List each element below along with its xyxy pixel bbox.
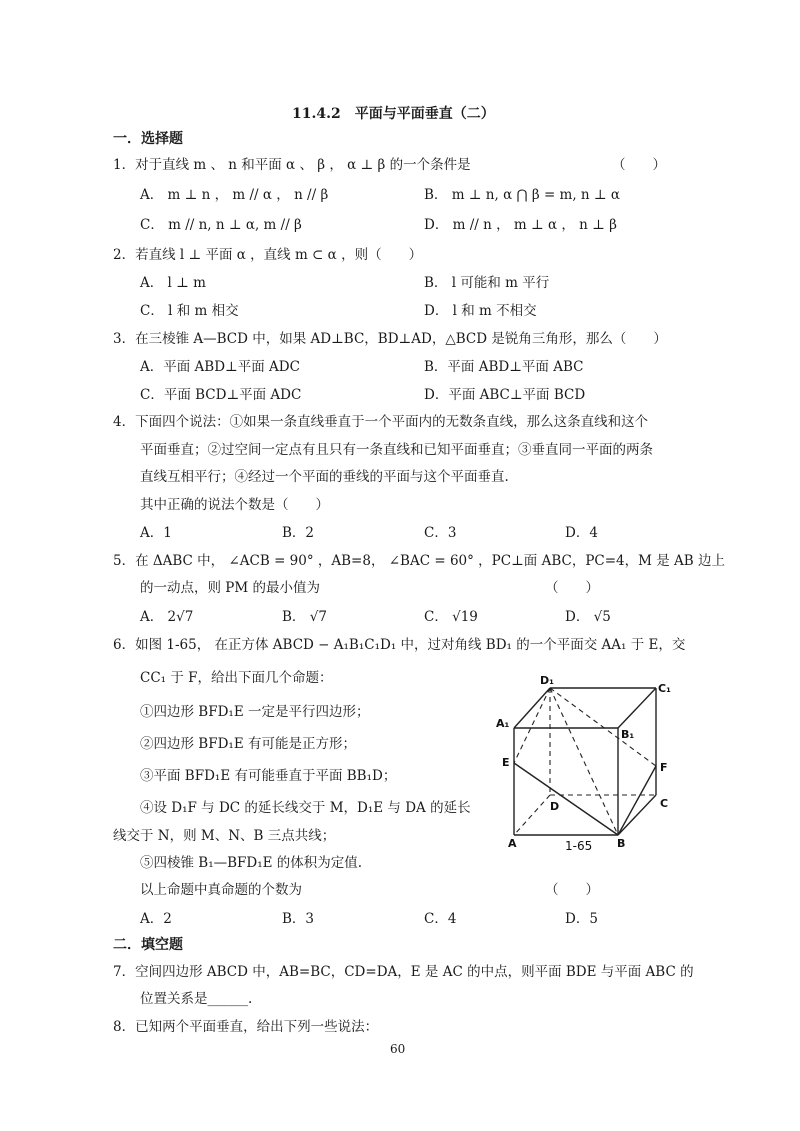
- q7-line-2: 位置关系是______.: [140, 991, 253, 1007]
- cube-figure: [490, 670, 690, 860]
- q4-line-4: 其中正确的说法个数是（ ）: [140, 497, 329, 513]
- q2-option-d: D． l 和 m 不相交: [424, 303, 537, 319]
- q3-stem: 3．在三棱锥 A—BCD 中，如果 AD⊥BC，BD⊥AD，△BCD 是锐角三角形，那么（ ）: [113, 331, 667, 347]
- q1-option-c: C． m // n, n ⊥ α, m // β: [140, 217, 302, 233]
- q1-stem: 1．对于直线 m 、 n 和平面 α 、 β ， α ⊥ β 的一个条件是: [113, 157, 471, 173]
- q6-option-c: C．4: [424, 911, 457, 927]
- q4-option-d: D．4: [565, 525, 598, 541]
- q6-line-2: CC₁ 于 F，给出下面几个命题：: [140, 670, 333, 686]
- label-e: E: [502, 756, 510, 769]
- q4-line-1: 4．下面四个说法：①如果一条直线垂直于一个平面内的无数条直线，那么这条直线和这个: [113, 414, 649, 430]
- label-c1: C₁: [658, 682, 671, 695]
- q1-option-d: D． m // n ， m ⊥ α ， n ⊥ β: [424, 217, 617, 233]
- q2-option-a: A． l ⊥ m: [140, 275, 206, 291]
- q7-line-1: 7．空间四边形 ABCD 中，AB=BC，CD=DA，E 是 AC 的中点，则平面 BDE 与平面 ABC 的: [113, 964, 694, 980]
- line-d1f: [550, 688, 656, 766]
- q2-stem: 2．若直线 l ⊥ 平面 α ，直线 m ⊂ α ，则（ ）: [113, 247, 423, 263]
- q3-option-a: A．平面 ABD⊥平面 ADC: [140, 359, 300, 375]
- q4-line-2: 平面垂直；②过空间一定点有且只有一条直线和已知平面垂直；③垂直同一平面的两条: [140, 442, 653, 458]
- section-heading-choice: 一．选择题: [113, 131, 183, 147]
- q6-ask: 以上命题中真命题的个数为: [140, 882, 302, 898]
- q6-proposition-3: ③平面 BFD₁E 有可能垂直于平面 BB₁D；: [140, 768, 397, 784]
- q5-line-2: 的一动点，则 PM 的最小值为: [140, 580, 320, 596]
- line-d1e: [514, 688, 550, 763]
- q6-option-a: A．2: [140, 911, 172, 927]
- page-title: 11.4.2 平面与平面垂直（二）: [292, 106, 495, 122]
- label-a1: A₁: [496, 717, 510, 730]
- label-b: B: [617, 837, 626, 850]
- q3-option-c: C．平面 BCD⊥平面 ADC: [140, 387, 302, 403]
- q5-option-b: B． √7: [282, 609, 327, 625]
- q5-line-1: 5．在 ΔABC 中， ∠ACB = 90° ，AB=8， ∠BAC = 60° ，PC⊥面 ABC，PC=4，M 是 AB 边上: [113, 553, 726, 569]
- q6-option-b: B．3: [282, 911, 315, 927]
- edge-c1b1: [618, 688, 656, 728]
- q6-line-1: 6．如图 1-65， 在正方体 ABCD − A₁B₁C₁D₁ 中，过对角线 BD₁ 的一个平面交 AA₁ 于 E，交: [113, 637, 686, 653]
- q5-option-d: D． √5: [565, 609, 611, 625]
- q6-proposition-5: ⑤四棱锥 B₁—BFD₁E 的体积为定值.: [140, 855, 363, 871]
- diagonal-bd1: [550, 688, 618, 835]
- q1-option-b: B． m ⊥ n, α ⋂ β = m, n ⊥ α: [424, 187, 621, 203]
- q6-option-d: D．5: [565, 911, 598, 927]
- label-b1: B₁: [621, 728, 635, 741]
- q6-proposition-4a: ④设 D₁F 与 DC 的延长线交于 M，D₁E 与 DA 的延长: [140, 800, 471, 816]
- q3-option-b: B．平面 ABD⊥平面 ABC: [424, 359, 584, 375]
- section-heading-fill: 二．填空题: [113, 937, 183, 953]
- q1-option-a: A． m ⊥ n ， m // α ， n // β: [140, 187, 329, 203]
- hidden-edge-ad: [514, 795, 550, 835]
- q6-proposition-4b: 线交于 N，则 M、N、B 三点共线；: [113, 828, 336, 844]
- q6-proposition-2: ②四边形 BFD₁E 有可能是正方形；: [140, 736, 356, 752]
- q6-proposition-1: ①四边形 BFD₁E 一定是平行四边形；: [140, 704, 370, 720]
- q2-option-b: B． l 可能和 m 平行: [424, 275, 550, 291]
- q2-option-c: C． l 和 m 相交: [140, 303, 239, 319]
- edge-a1d1: [514, 688, 550, 728]
- q5-option-a: A． 2√7: [140, 609, 194, 625]
- q8-line-1: 8．已知两个平面垂直，给出下列一些说法：: [113, 1019, 379, 1035]
- q1-answer-paren: （ ）: [612, 157, 666, 173]
- label-f: F: [660, 761, 668, 774]
- figure-caption: 1-65: [565, 839, 593, 853]
- label-a: A: [508, 837, 517, 850]
- page-number: 60: [390, 1042, 406, 1056]
- q5-option-c: C． √19: [424, 609, 478, 625]
- q5-answer-paren: （ ）: [545, 580, 599, 596]
- q4-option-b: B．2: [282, 525, 315, 541]
- line-eb: [514, 763, 618, 835]
- q4-option-a: A．1: [140, 525, 172, 541]
- label-d1: D₁: [540, 674, 554, 687]
- label-c: C: [660, 797, 669, 810]
- q4-line-3: 直线互相平行；④经过一个平面的垂线的平面与这个平面垂直.: [140, 469, 509, 485]
- q3-option-d: D．平面 ABC⊥平面 BCD: [424, 387, 586, 403]
- q6-answer-paren: （ ）: [545, 882, 599, 898]
- q4-option-c: C．3: [424, 525, 457, 541]
- label-d: D: [550, 800, 560, 813]
